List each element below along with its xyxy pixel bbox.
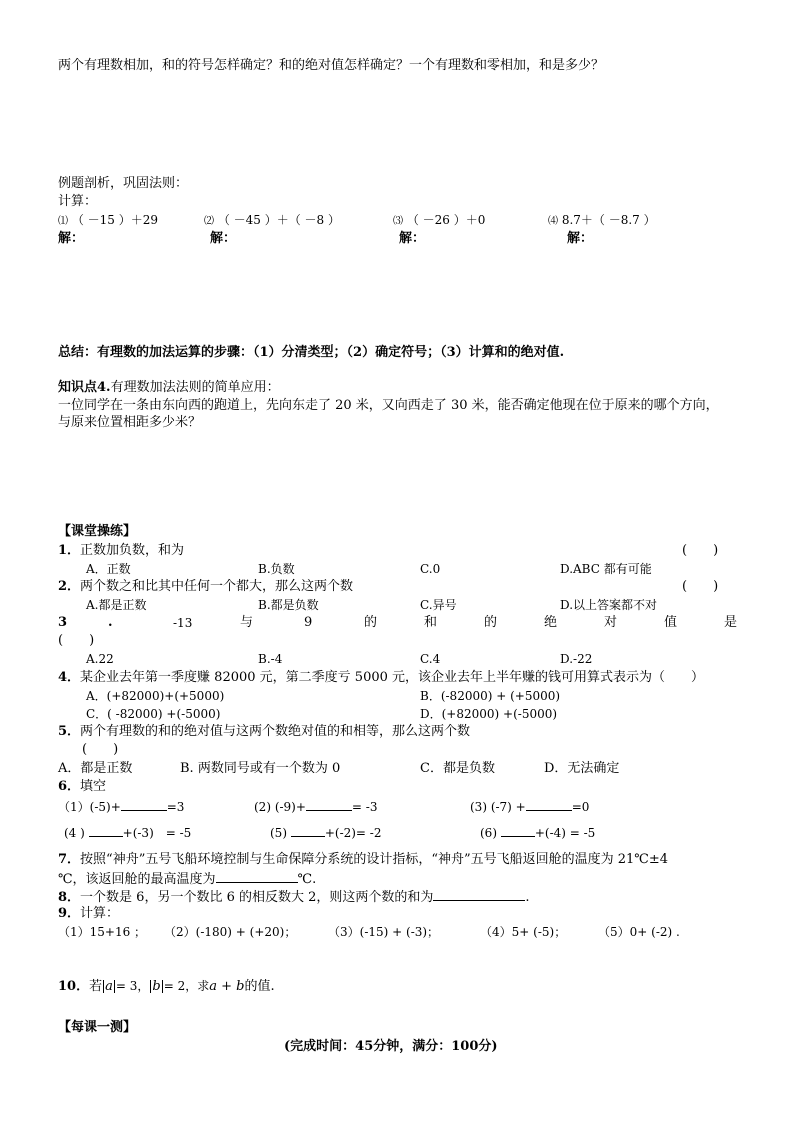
q3-part: 是	[724, 615, 738, 630]
q6-pre: (4 )	[64, 826, 85, 840]
q3-option-d: D.-22	[560, 652, 593, 666]
answer-blank[interactable]	[526, 798, 572, 811]
q10-stem: 10．若 a = 3， b = 2，求a + b的值.	[58, 979, 275, 994]
example-item-expr: （ －26 ）＋0	[406, 213, 486, 227]
q3-options	[58, 651, 738, 667]
example-item-num: ⑶	[393, 216, 403, 227]
answer-blank[interactable]	[433, 888, 525, 901]
example-item-num: ⑴	[58, 216, 68, 227]
q6-item-4	[64, 824, 191, 841]
example-item-expr: （ －15 ）＋29	[71, 213, 158, 227]
q4-text: 某企业去年第一季度赚 82000 元，第二季度亏 5000 元，该企业去年上半年赚的钱可用算式表示为（ ）	[80, 670, 705, 685]
q9-item-4: （4）5+ (-5)；	[480, 925, 567, 939]
q3-part: 值	[664, 615, 678, 630]
practice-header: 【课堂操练】	[58, 524, 137, 539]
q2-options	[58, 597, 738, 613]
test-header: 【每课一测】	[58, 1020, 137, 1035]
q10-a-eq: = 3，	[115, 979, 150, 993]
answer-blank[interactable]	[216, 870, 298, 883]
q3-paren: ( )	[58, 633, 95, 648]
q3-part: .	[108, 615, 113, 630]
abs-bar-icon	[103, 980, 104, 993]
q2-option-c: C.异号	[420, 598, 457, 612]
q9-item-2: （2）(-180) + (+20)；	[164, 925, 297, 939]
q6-post: +(-4) = -5	[534, 826, 596, 840]
calc-label: 计算：	[58, 194, 98, 209]
q4-option-b: B．(-82000) + (+5000)	[420, 689, 561, 703]
example-item-expr: （ －45 ）＋（ －8 ）	[217, 213, 340, 227]
q9-stem	[58, 906, 119, 922]
q3-part: 与	[240, 615, 254, 630]
test-time: (完成时间：45分钟，满分：100分)	[284, 1039, 498, 1054]
answer-blank[interactable]	[121, 798, 167, 811]
abs-bar-icon	[114, 980, 115, 993]
kp4-line2: 与原来位置相距多少米？	[58, 415, 202, 430]
q7-num: 7．	[58, 852, 81, 867]
intro-question: 两个有理数相加，和的符号怎样确定？和的绝对值怎样确定？一个有理数和零相加，和是多少？	[58, 58, 605, 73]
q6-item-2	[254, 798, 377, 815]
q1-options	[58, 561, 738, 577]
q5-num: 5．	[58, 724, 81, 739]
q6-num: 6．	[58, 779, 81, 794]
q5-text: 两个有理数的和的绝对值与这两个数绝对值的和相等，那么这两个数	[80, 724, 471, 739]
q5-paren: ( )	[82, 742, 119, 757]
answer-blank[interactable]	[306, 798, 352, 811]
q6-item-1	[58, 798, 184, 815]
q5-options	[58, 761, 738, 777]
q6-post: +(-3) = -5	[122, 826, 192, 840]
q1-text: 正数加负数，和为	[80, 543, 185, 558]
q1-option-d: D.ABC 都有可能	[560, 562, 652, 576]
example-item-3	[393, 212, 485, 230]
q10-tail: 的值.	[244, 979, 275, 994]
q3-part: 3	[58, 615, 68, 630]
kp4-title-rest: 有理数加法法则的简单应用：	[110, 380, 280, 395]
q4-num: 4．	[58, 670, 81, 685]
q4-option-d: D．(+82000) +(-5000)	[420, 707, 558, 721]
q4-stem	[58, 670, 704, 686]
q6-row1	[58, 798, 738, 814]
q1-paren: ( )	[682, 543, 719, 558]
q5-stem	[58, 724, 470, 740]
example-item-2	[204, 212, 340, 230]
q3-part: 绝	[544, 615, 558, 630]
q6-pre: （1）(-5)+	[58, 800, 121, 814]
q3-option-c: C.4	[420, 652, 441, 666]
q4-options-row1	[58, 688, 738, 704]
answer-blank[interactable]	[501, 824, 535, 837]
q6-post: =3	[166, 800, 185, 814]
answer-blank[interactable]	[89, 824, 123, 837]
solve-label-4: 解：	[567, 231, 594, 246]
q6-item-6	[480, 824, 595, 841]
solve-label-1: 解：	[58, 231, 85, 246]
q1-option-b: B.负数	[258, 562, 295, 576]
q3-part: 的	[364, 615, 378, 630]
q6-stem	[58, 779, 106, 795]
q3-option-a: A.22	[86, 652, 114, 666]
q10-num: 10．	[58, 979, 90, 994]
answer-blank[interactable]	[291, 824, 325, 837]
q3-part: 的	[484, 615, 498, 630]
q9-num: 9．	[58, 906, 81, 921]
kp4-line1: 一位同学在一条由东向西的跑道上，先向东走了 20 米，又向西走了 30 米，能否确定他现在位于原来的哪个方向，	[58, 398, 719, 413]
q1-option-c: C.0	[420, 562, 441, 576]
q6-item-5	[270, 824, 382, 841]
q9-item-5: （5）0+ (-2) .	[598, 925, 680, 939]
abs-bar-icon	[162, 980, 163, 993]
q5-option-d: D．无法确定	[544, 761, 620, 776]
q5-option-a: A．都是正数	[58, 761, 133, 776]
q4-option-c: C．( -82000) +(-5000)	[86, 707, 221, 721]
q3-part: 9	[304, 615, 313, 630]
q4-option-a: A．(+82000)+(+5000)	[86, 689, 225, 703]
q10-b-eq: = 2，求	[163, 979, 210, 993]
q1-option-a: A．正数	[86, 562, 131, 576]
q3-stem	[58, 615, 738, 631]
q6-pre: (5)	[270, 826, 287, 840]
q9-item-1: （1）15+16 ；	[58, 925, 147, 939]
example-item-expr: 8.7＋（ －8.7 ）	[561, 213, 656, 227]
q3-part: 对	[604, 615, 618, 630]
q10-pre: 若	[89, 979, 103, 994]
q10-sum: a + b	[209, 979, 245, 994]
q3-part: 和	[424, 615, 438, 630]
q2-stem	[58, 579, 353, 595]
example-item-num: ⑷	[548, 216, 558, 227]
example-item-num: ⑵	[204, 216, 214, 227]
q9-items	[58, 924, 738, 940]
q2-option-a: A.都是正数	[86, 598, 147, 612]
kp4-title	[58, 380, 280, 396]
solve-label-3: 解：	[399, 231, 426, 246]
q8-text: 一个数是 6，另一个数比 6 的相反数大 2，则这两个数的和为	[80, 890, 434, 905]
kp4-title-bold: 知识点4.	[58, 380, 111, 395]
q8-stem	[58, 888, 530, 906]
q6-post: = -3	[351, 800, 378, 814]
q3-option-b: B.-4	[258, 652, 283, 666]
q7-line2b: ℃.	[297, 872, 317, 887]
q4-options-row2	[58, 706, 738, 722]
q2-option-b: B.都是负数	[258, 598, 319, 612]
q1-stem	[58, 543, 184, 559]
q9-text: 计算：	[80, 906, 120, 921]
q7-line2a: ℃，该返回舱的最高温度为	[58, 872, 216, 887]
q9-item-3: （3）(-15) + (-3)；	[328, 925, 440, 939]
q3-part: -13	[173, 616, 193, 630]
q2-num: 2．	[58, 579, 81, 594]
q6-post: +(-2)= -2	[324, 826, 382, 840]
q6-pre: (2) (-9)+	[254, 800, 306, 814]
q7-line1	[58, 852, 668, 868]
q5-option-b: B. 两数同号或有一个数为 0	[180, 761, 341, 776]
q6-post: =0	[571, 800, 590, 814]
solve-label-2: 解：	[210, 231, 237, 246]
q6-item-3	[470, 798, 589, 815]
q7-text: 按照“神舟”五号飞船环境控制与生命保障分系统的设计指标，“神舟”五号飞船返回舱的温度为 21℃±4	[80, 852, 669, 867]
example-heading: 例题剖析，巩固法则：	[58, 176, 189, 191]
q8-tail: .	[525, 890, 530, 905]
q2-paren: ( )	[682, 579, 719, 594]
q2-text: 两个数之和比其中任何一个都大，那么这两个数	[80, 579, 354, 594]
q6-text: 填空	[80, 779, 107, 794]
q6-row2	[58, 824, 738, 840]
example-item-1	[58, 212, 158, 230]
q6-pre: (3) (-7) +	[470, 800, 526, 814]
q5-option-c: C．都是负数	[420, 761, 495, 776]
q8-num: 8．	[58, 890, 81, 905]
summary: 总结：有理数的加法运算的步骤：（1）分清类型；（2）确定符号；（3）计算和的绝对值.	[58, 345, 565, 360]
q2-option-d: D.以上答案都不对	[560, 598, 658, 612]
example-item-4	[548, 212, 656, 230]
q6-pre: (6)	[480, 826, 497, 840]
q7-line2	[58, 870, 316, 888]
q1-num: 1．	[58, 543, 81, 558]
